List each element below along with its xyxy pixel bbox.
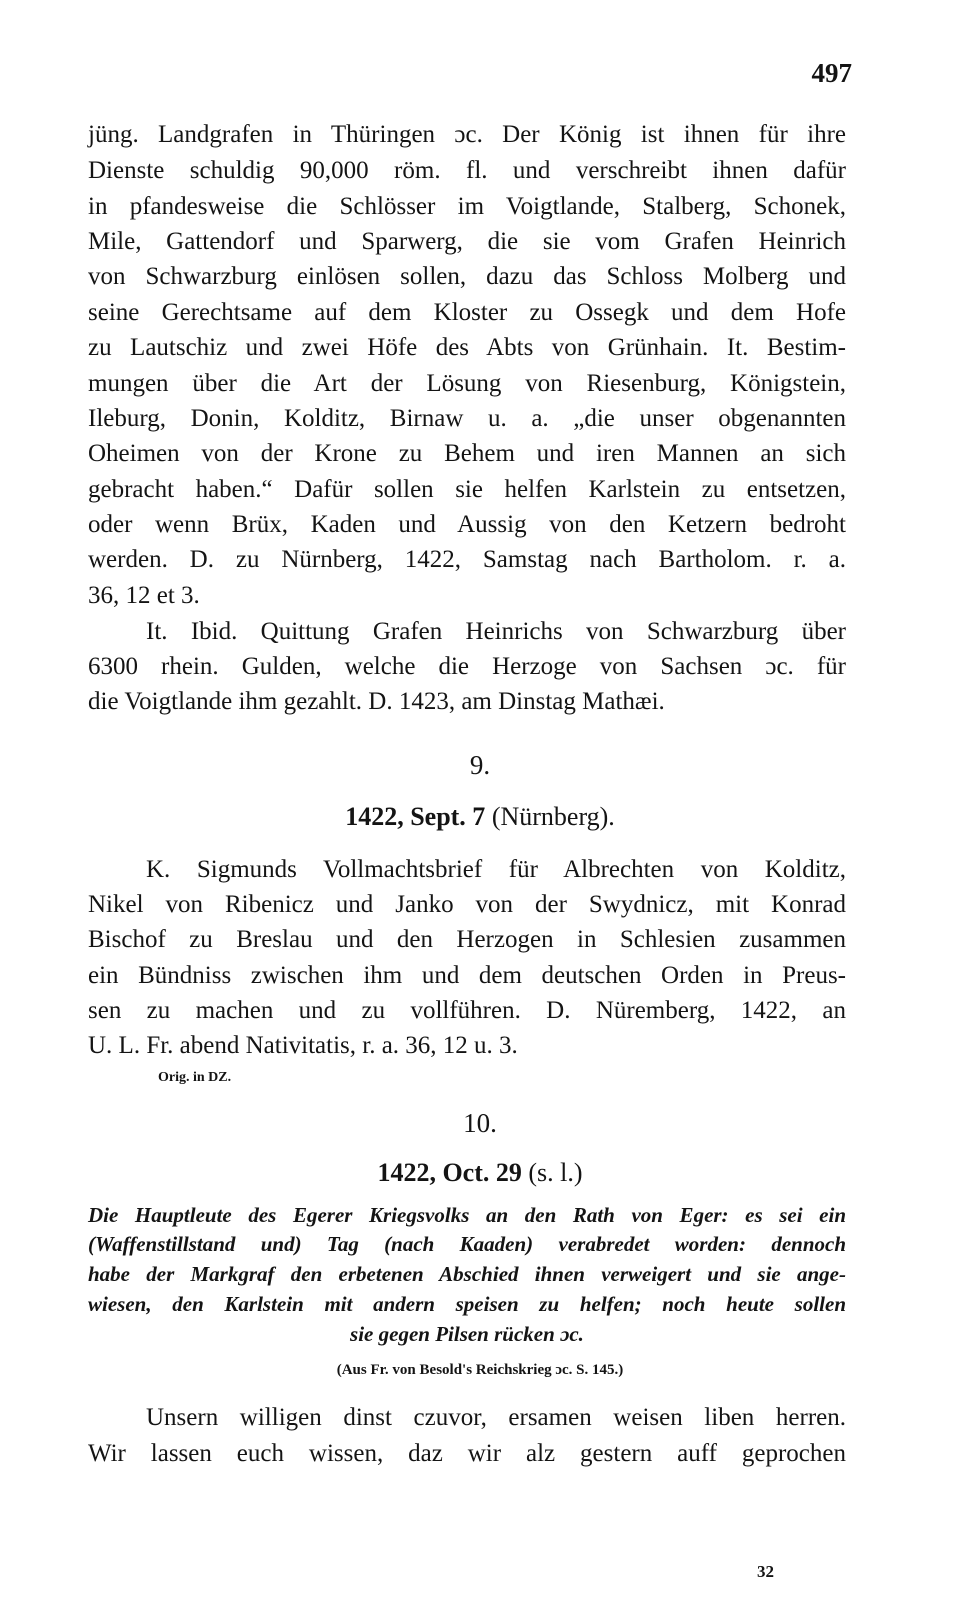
text-line: Dienste schuldig 90,000 röm. fl. und verschreibt ihnen dafür (88, 157, 846, 184)
text-line: 6300 rhein. Gulden, welche die Herzoge von Sachsen ɔc. für (88, 653, 846, 680)
text-line: von Schwarzburg einlösen sollen, dazu das Schloss Molberg und (88, 263, 846, 290)
summary-line: Die Hauptleute des Egerer Kriegsvolks an den Rath von Eger: es sei ein (88, 1203, 846, 1227)
section-date: 1422, Sept. 7 (345, 802, 486, 831)
section-number: 10. (463, 1108, 497, 1138)
signature-mark: 32 (757, 1562, 774, 1581)
text-line: oder wenn Brüx, Kaden und Aussig von den Ketzern bedroht (88, 511, 846, 538)
text-line: die Voigtlande ihm gezahlt. D. 1423, am Dinstag Mathæi. (88, 688, 665, 715)
text-line: Nikel von Ribenicz und Janko von der Swydnicz, mit Konrad (88, 891, 846, 918)
text-line: ein Bündniss zwischen ihm und dem deutschen Orden in Preus- (88, 962, 846, 989)
text-line: Mile, Gattendorf und Sparwerg, die sie vom Grafen Heinrich (88, 228, 846, 255)
text-line: gebracht haben.“ Dafür sollen sie helfen Karlstein zu entsetzen, (88, 476, 846, 503)
text-line: Unsern willigen dinst czuvor, ersamen weisen liben herren. (146, 1404, 846, 1431)
source-note: (Aus Fr. von Besold's Reichskrieg ɔc. S. 145.) (336, 1362, 624, 1378)
summary-line: sie gegen Pilsen rücken ɔc. (350, 1322, 584, 1346)
section-date-heading (0, 802, 960, 832)
text-line: seine Gerechtsame auf dem Kloster zu Ossegk und dem Hofe (88, 299, 846, 326)
summary-line: wiesen, den Karlstein mit andern speisen zu helfen; noch heute sollen (88, 1292, 846, 1316)
text-line: K. Sigmunds Vollmachtsbrief für Albrechten von Kolditz, (146, 856, 846, 883)
text-line: U. L. Fr. abend Nativitatis, r. a. 36, 12 u. 3. (88, 1032, 518, 1059)
section-date-heading (0, 1158, 960, 1188)
text-line: Oheimen von der Krone zu Behem und iren Mannen an sich (88, 440, 846, 467)
text-line: jüng. Landgrafen in Thüringen ɔc. Der König ist ihnen für ihre (88, 121, 846, 148)
section-place: (Nürnberg). (491, 802, 615, 831)
source-note: Orig. in DZ. (158, 1070, 232, 1085)
summary-line: habe der Markgraf den erbetenen Abschied ihnen verweigert und sie ange- (88, 1262, 846, 1286)
text-line: zu Lautschiz und zwei Höfe des Abts von Grünhain. It. Bestim- (88, 334, 846, 361)
text-line: werden. D. zu Nürnberg, 1422, Samstag nach Bartholom. r. a. (88, 546, 846, 573)
section-date: 1422, Oct. 29 (377, 1158, 522, 1187)
text-line: mungen über die Art der Lösung von Riesenburg, Königstein, (88, 370, 846, 397)
text-line: Wir lassen euch wissen, daz wir alz gestern auff geprochen (88, 1440, 846, 1467)
summary-line: (Waffenstillstand und) Tag (nach Kaaden) verabredet worden: dennoch (88, 1232, 846, 1256)
text-line: Bischof zu Breslau und den Herzogen in Schlesien zusammen (88, 926, 846, 953)
text-line: in pfandesweise die Schlösser im Voigtlande, Stalberg, Schonek, (88, 193, 846, 220)
text-line: sen zu machen und zu vollführen. D. Nüremberg, 1422, an (88, 997, 846, 1024)
text-line: Ileburg, Donin, Kolditz, Birnaw u. a. „die unser obgenannten (88, 405, 846, 432)
text-line: 36, 12 et 3. (88, 582, 200, 609)
section-number: 9. (469, 750, 491, 780)
page-number: 497 (811, 58, 852, 88)
section-place: (s. l.) (528, 1158, 583, 1187)
text-line: It. Ibid. Quittung Grafen Heinrichs von Schwarzburg über (146, 618, 846, 645)
